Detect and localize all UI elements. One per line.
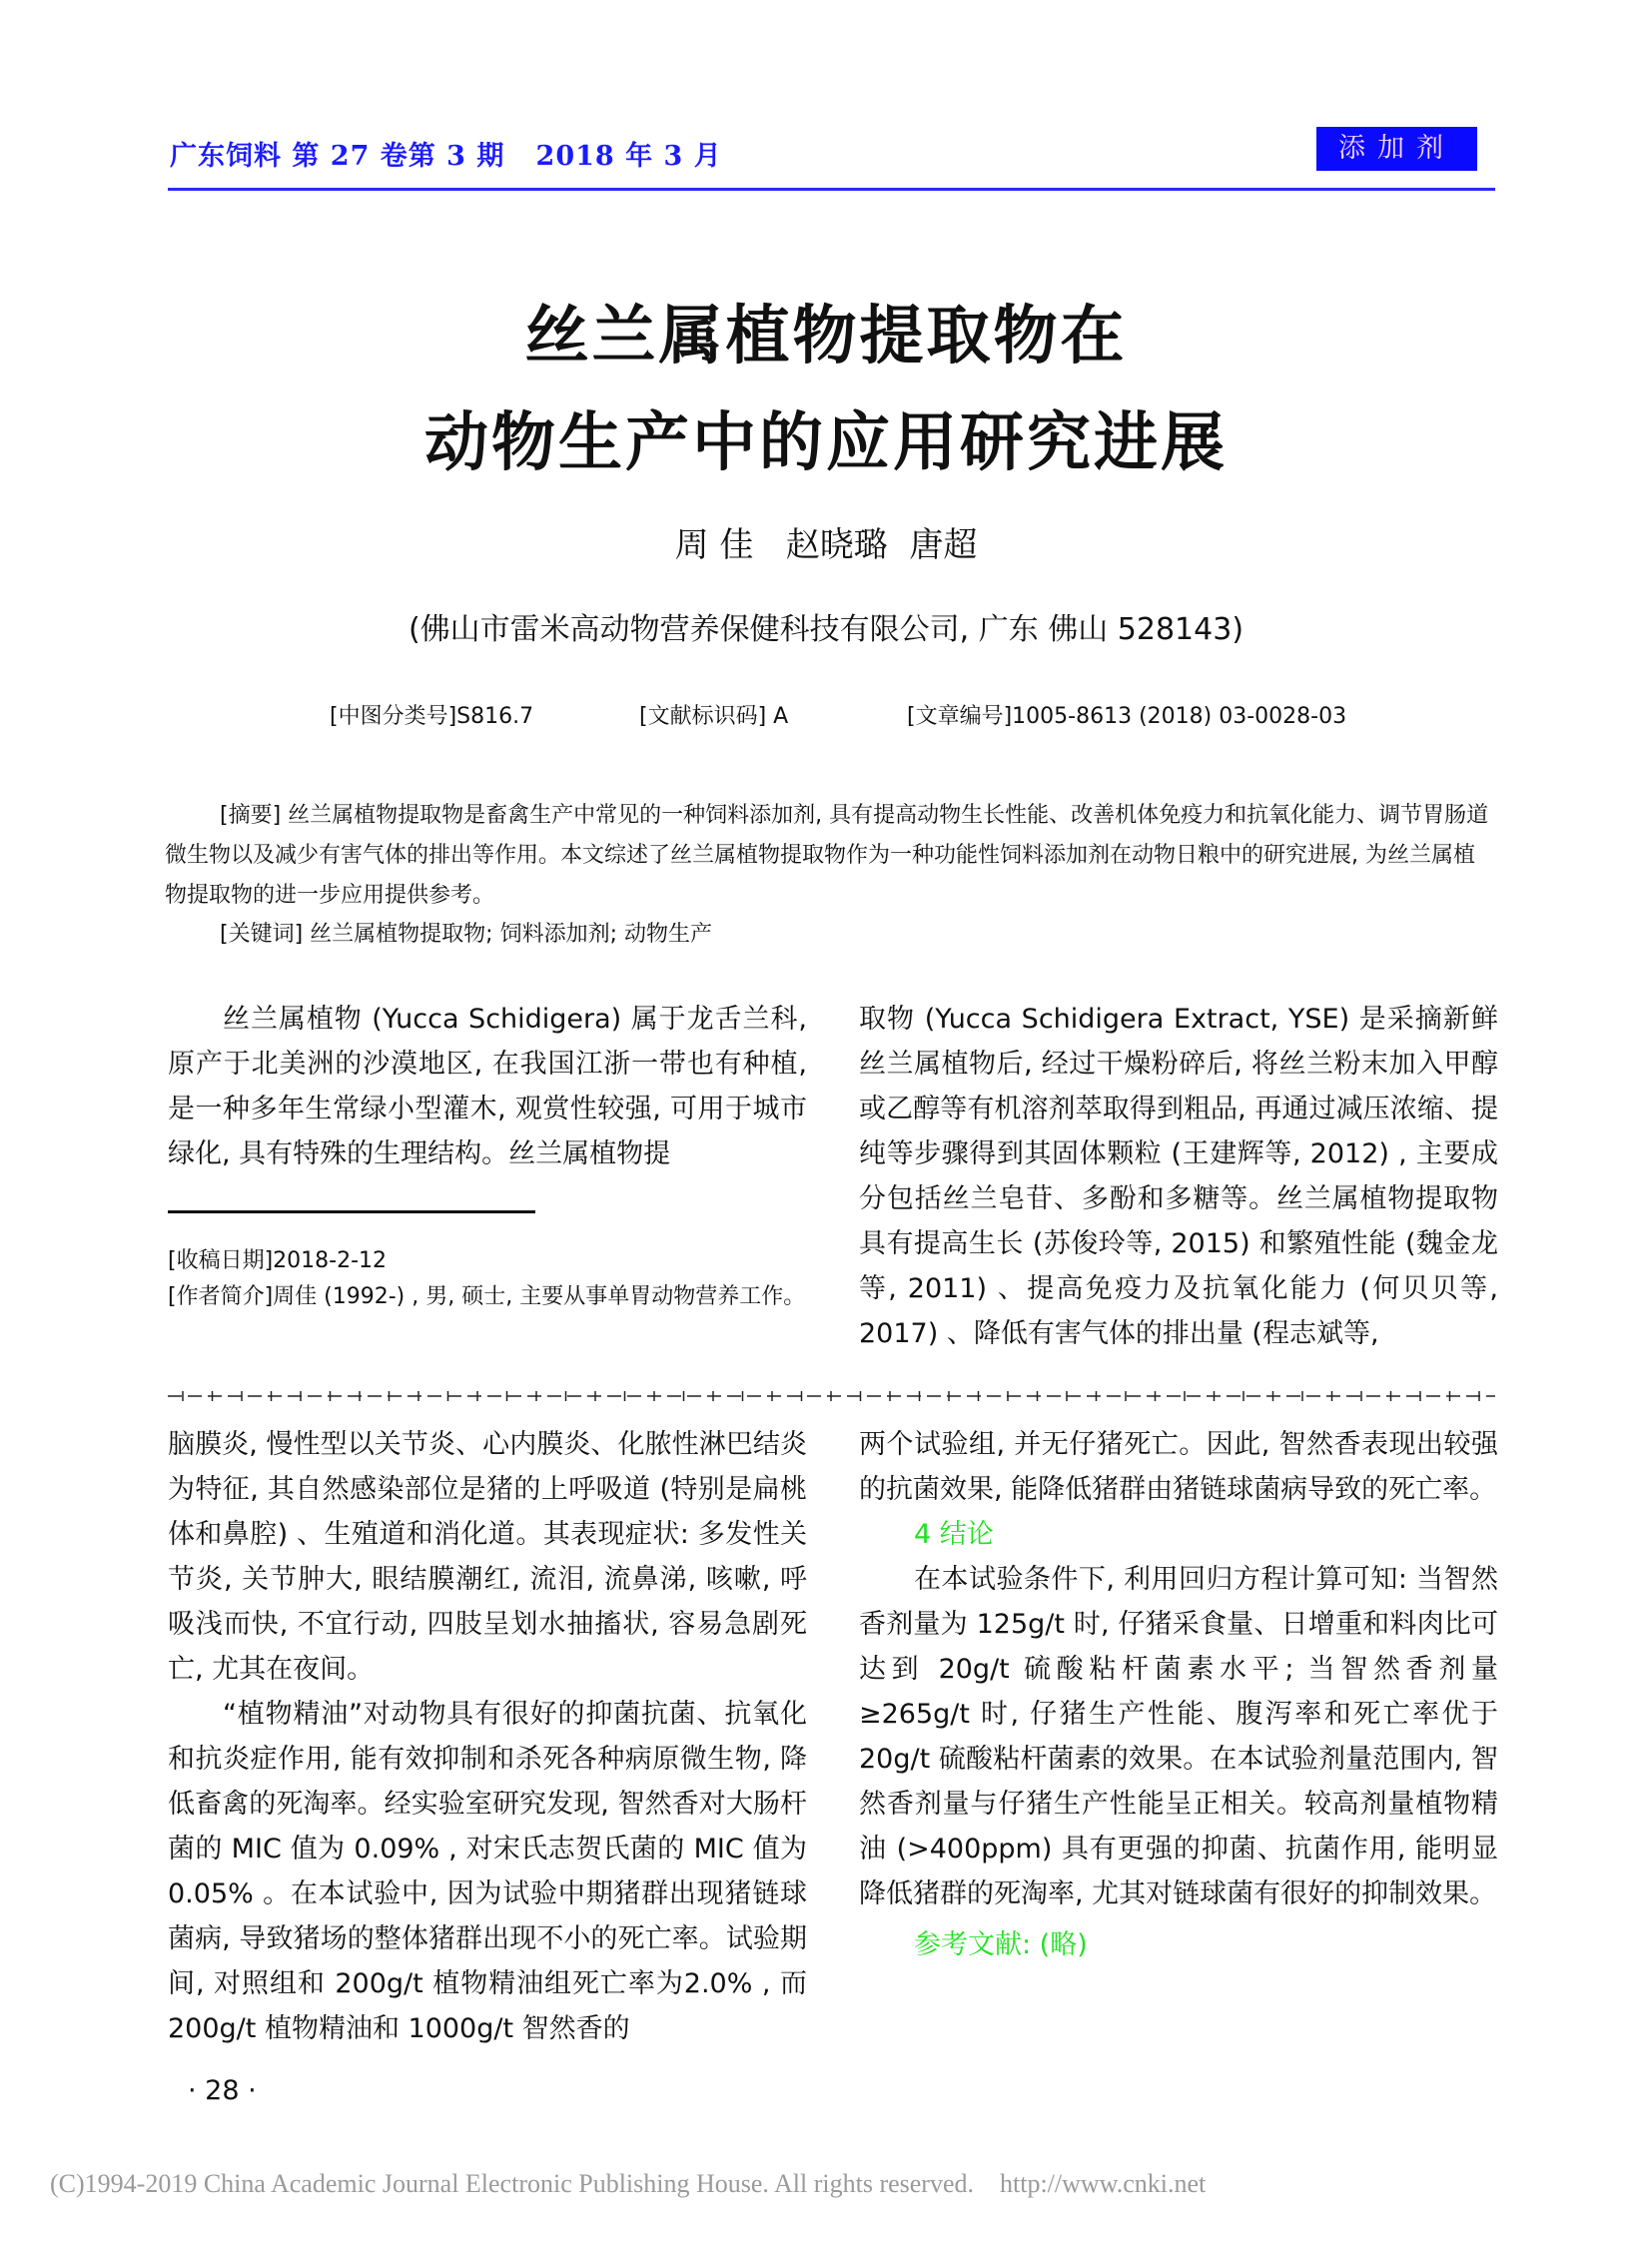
paragraph: “植物精油”对动物具有很好的抑菌抗菌、抗氧化和抗炎症作用, 能有效抑制和杀死各种病原微生物, 降低畜禽的死淘率。经实验室研究发现, 智然香对大肠杆菌的 MIC 值为 0.09% , 对宋氏志贺氏菌的 MIC 值为 0.05% 。在本试验中, 因为试验中期猪群出现猪链球菌病, 导致猪场的整体猪群出现不小的死亡率。试验期间, 对照组和 200g/t 植物精油组死亡率为2.0% , 而 200g/t 植物精油和 1000g/t 智然香的	[168, 1699, 807, 2044]
page-break-divider	[168, 1391, 1495, 1401]
footnote-divider	[168, 1210, 535, 1213]
keywords: [关键词] 丝兰属植物提取物; 饲料添加剂; 动物生产	[220, 922, 712, 947]
article-title-line-1: 丝兰属植物提取物在	[524, 300, 1128, 374]
classification-number: [中图分类号]S816.7	[330, 704, 534, 729]
page-number: · 28 ·	[188, 2075, 257, 2106]
author-list: 周 佳 赵晓璐 唐超	[674, 525, 978, 565]
paragraph: 取物 (Yucca Schidigera Extract, YSE) 是采摘新鲜丝兰属植物后, 经过干燥粉碎后, 将丝兰粉末加入甲醇或乙醇等有机溶剂萃取得到粗品, 再通过减压浓缩、提纯等步骤得到其固体颗粒 (王建辉等, 2012) , 主要成分包括丝兰皂苷、多酚和多糖等。丝兰属植物提取物具有提高生长 (苏俊玲等, 2015) 和繁殖性能 (魏金龙等, 2011) 、提高免疫力及抗氧化能力 (何贝贝等, 2017) 、降低有害气体的排出量 (程志斌等,	[859, 1004, 1498, 1349]
footnote	[168, 1243, 807, 1315]
copyright-notice: (C)1994-2019 China Academic Journal Electronic Publishing House. All rights reserved. http://www.cnki.net	[50, 2169, 1207, 2198]
section-badge: 添加剂	[1316, 127, 1477, 171]
document-code: [文献标识码] A	[639, 704, 789, 729]
author-bio: [作者简介]周佳 (1992-) , 男, 硕士, 主要从事单胃动物营养工作。	[168, 1284, 806, 1309]
header-divider	[168, 188, 1495, 191]
article-number: [文章编号]1005-8613 (2018) 03-0028-03	[907, 704, 1347, 729]
affiliation: (佛山市雷米高动物营养保健科技有限公司, 广东 佛山 528143)	[408, 612, 1244, 647]
abstract: [摘要] 丝兰属植物提取物是畜禽生产中常见的一种饲料添加剂, 具有提高动物生长性能、改善机体免疫力和抗氧化能力、调节胃肠道微生物以及减少有害气体的排出等作用。本文综述了丝兰属植物提取物作为一种功能性饲料添加剂在动物日粮中的研究进展, 为丝兰属植物提取物的进一步应用提供参考。	[165, 803, 1489, 908]
section-heading-conclusion: 4 结论	[914, 1519, 994, 1550]
article-title-line-2: 动物生产中的应用研究进展	[424, 406, 1228, 480]
body-column-right-lower	[859, 1422, 1498, 1967]
references-heading: 参考文献: (略)	[914, 1929, 1088, 1960]
paragraph: 在本试验条件下, 利用回归方程计算可知: 当智然香剂量为 125g/t 时, 仔猪采食量、日增重和料肉比可达到 20g/t 硫酸粘杆菌素水平; 当智然香剂量≥265g/t 时, 仔猪生产性能、腹泻率和死亡率优于 20g/t 硫酸粘杆菌素的效果。在本试验剂量范围内, 智然香剂量与仔猪生产性能呈正相关。较高剂量植物精油 (>400ppm) 具有更强的抑菌、抗菌作用, 能明显降低猪群的死淘率, 尤其对链球菌有很好的抑制效果。	[859, 1564, 1498, 1909]
paragraph: 脑膜炎, 慢性型以关节炎、心内膜炎、化脓性淋巴结炎为特征, 其自然感染部位是猪的上呼吸道 (特别是扁桃体和鼻腔) 、生殖道和消化道。其表现症状: 多发性关节炎, 关节肿大, 眼结膜潮红, 流泪, 流鼻涕, 咳嗽, 呼吸浅而快, 不宜行动, 四肢呈划水抽搐状, 容易急剧死亡, 尤其在夜间。	[168, 1429, 807, 1685]
body-column-left-upper	[168, 997, 807, 1176]
journal-header: 广东饲料 第 27 卷第 3 期 2018 年 3 月	[170, 141, 722, 172]
body-column-left-lower	[168, 1422, 807, 2051]
body-column-right-upper	[859, 997, 1498, 1356]
received-date: [收稿日期]2018-2-12	[168, 1248, 388, 1273]
paragraph: 丝兰属植物 (Yucca Schidigera) 属于龙舌兰科, 原产于北美洲的沙漠地区, 在我国江浙一带也有种植, 是一种多年生常绿小型灌木, 观赏性较强, 可用于城市绿化, 具有特殊的生理结构。丝兰属植物提	[168, 1004, 807, 1169]
paragraph: 两个试验组, 并无仔猪死亡。因此, 智然香表现出较强的抗菌效果, 能降低猪群由猪链球菌病导致的死亡率。	[859, 1429, 1498, 1505]
